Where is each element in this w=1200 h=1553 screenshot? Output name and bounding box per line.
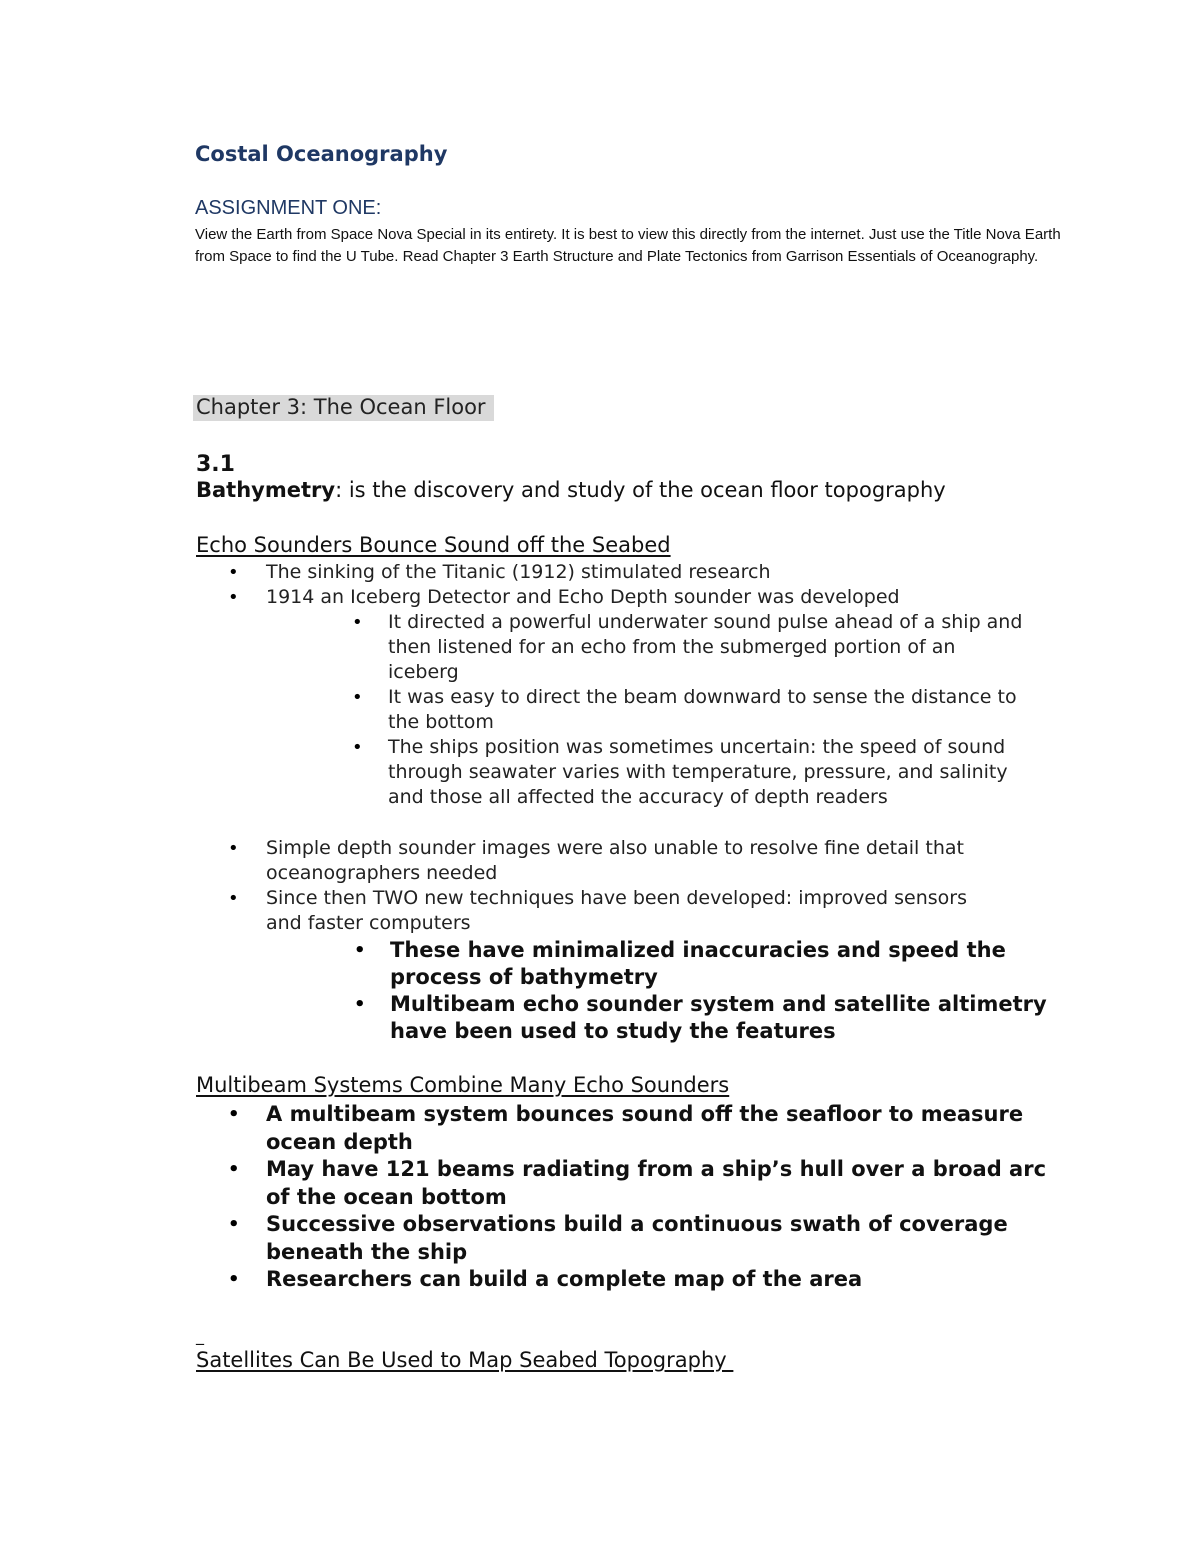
list-item — [228, 1156, 1056, 1211]
underscore-stub: _ — [196, 1326, 204, 1345]
list-item — [228, 886, 986, 936]
bullet-icon: • — [352, 612, 363, 633]
list-item — [228, 1266, 1056, 1294]
list-item-text: Since then TWO new techniques have been developed: improved sensors and faster computers — [266, 887, 967, 934]
list-item-text: Multibeam echo sounder system and satellite altimetry have been used to study the features — [390, 992, 1047, 1043]
bullet-icon: • — [354, 940, 366, 961]
list-item-text: The sinking of the Titanic (1912) stimulated research — [266, 561, 771, 583]
bullet-icon: • — [354, 994, 366, 1015]
list-item — [228, 585, 1066, 610]
assignment-body: View the Earth from Space Nova Special in its entirety. It is best to view this directly from the internet. Just use the Title Nova Earth from Space to find the U Tube. Read Chapter 3 Earth Structure and Plate Tectonics from Garrison Essentials of Oceanography. — [195, 226, 1061, 265]
list-item-text: May have 121 beams radiating from a ship’s hull over a broad arc of the ocean bottom — [266, 1157, 1047, 1209]
list-item-text: 1914 an Iceberg Detector and Echo Depth sounder was developed — [266, 586, 900, 608]
list-item — [352, 735, 1023, 810]
satellites-heading: Satellites Can Be Used to Map Seabed Topography — [196, 1348, 734, 1372]
multibeam-list — [228, 1101, 1056, 1294]
echo-sub-list-2 — [354, 937, 1050, 1045]
list-item-text: The ships position was sometimes uncertain: the speed of sound through seawater varies with temperature, pressure, and salinity and those all affected the accuracy of depth readers — [388, 736, 1008, 808]
bullet-icon: • — [228, 1104, 240, 1125]
list-item-text: Simple depth sounder images were also unable to resolve fine detail that oceanographers needed — [266, 837, 964, 884]
list-item — [354, 937, 1050, 991]
echo-sub-list — [352, 610, 1023, 810]
bullet-icon: • — [228, 838, 239, 859]
bullet-icon: • — [228, 562, 239, 583]
assignment-heading: ASSIGNMENT ONE: — [195, 197, 382, 219]
bullet-icon: • — [352, 737, 363, 758]
bullet-icon: • — [352, 687, 363, 708]
list-item — [228, 560, 1066, 585]
section-number: 3.1 — [196, 452, 235, 477]
list-item-text: A multibeam system bounces sound off the seafloor to measure ocean depth — [266, 1102, 1024, 1154]
bullet-icon: • — [228, 587, 239, 608]
bullet-icon: • — [228, 1159, 240, 1180]
list-item-text: Successive observations build a continuous swath of coverage beneath the ship — [266, 1212, 1008, 1264]
list-item — [354, 991, 1050, 1045]
bathymetry-definition-text: : is the discovery and study of the ocean floor topography — [335, 478, 946, 502]
document-title: Costal Oceanography — [195, 142, 448, 166]
bathymetry-term: Bathymetry — [196, 478, 336, 502]
echo-list-2 — [228, 836, 1066, 936]
list-item-text: It directed a powerful underwater sound pulse ahead of a ship and then listened for an echo from the submerged portion of an iceberg — [388, 611, 1023, 683]
bathymetry-definition — [196, 478, 946, 502]
bullet-icon: • — [228, 888, 239, 909]
chapter-heading: Chapter 3: The Ocean Floor — [193, 395, 494, 421]
list-item-text: It was easy to direct the beam downward to sense the distance to the bottom — [388, 686, 1017, 733]
list-item — [228, 1101, 1056, 1156]
bullet-icon: • — [228, 1269, 240, 1290]
list-item — [228, 1211, 1056, 1266]
list-item-text: These have minimalized inaccuracies and speed the process of bathymetry — [390, 938, 1006, 989]
list-item — [228, 836, 1066, 886]
list-item — [352, 685, 1023, 735]
echo-list — [228, 560, 1066, 610]
multibeam-heading: Multibeam Systems Combine Many Echo Sounders — [196, 1073, 730, 1097]
echo-sounders-heading: Echo Sounders Bounce Sound off the Seabed — [196, 533, 671, 557]
list-item-text: Researchers can build a complete map of the area — [266, 1267, 863, 1291]
bullet-icon: • — [228, 1214, 240, 1235]
list-item — [352, 610, 1023, 685]
